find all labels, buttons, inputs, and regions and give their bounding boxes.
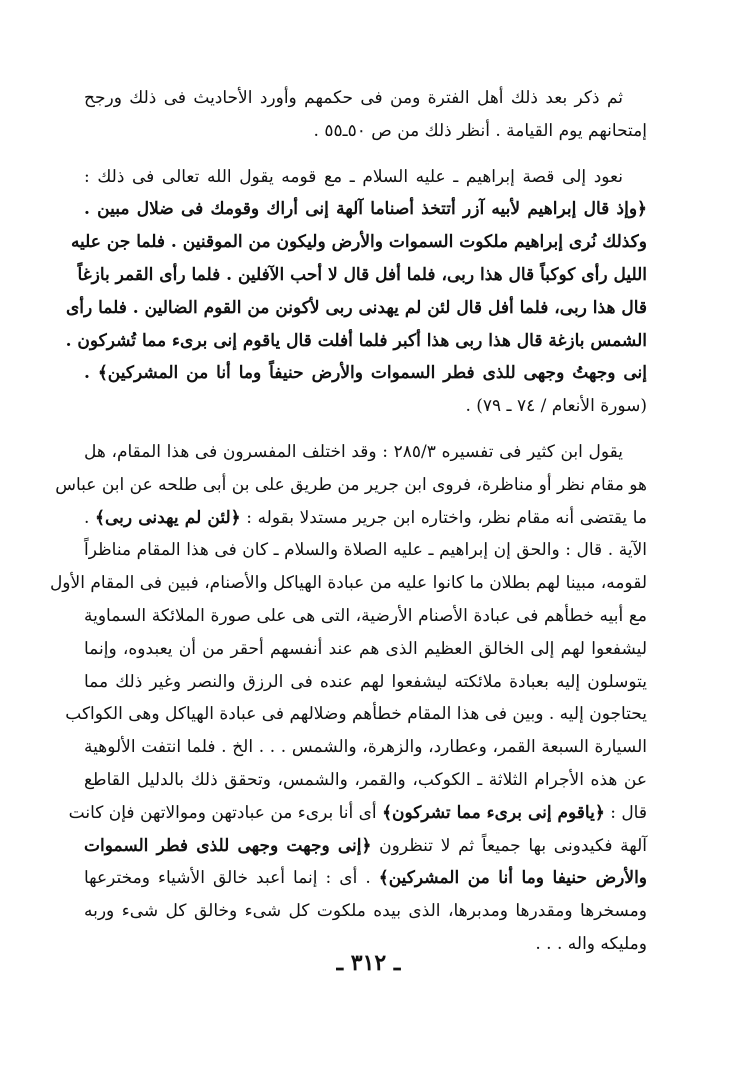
paragraph-gap xyxy=(84,148,647,161)
text-run: (سورة الأنعام / ٧٤ ـ ٧٩) . xyxy=(465,396,647,417)
text-run: ما يقتضى أنه مقام نظر، واختاره ابن جرير مستدلا بقوله : xyxy=(240,507,647,528)
text-run: عن هذه الأجرام الثلاثة ـ الكوكب، والقمر، والشمس، وتحقق ذلك بالدليل القاطع xyxy=(84,769,647,790)
paragraph-gap xyxy=(84,423,647,436)
text-run: . xyxy=(84,507,96,528)
text-line xyxy=(84,862,647,895)
text-line xyxy=(49,567,647,600)
text-line xyxy=(84,193,647,226)
text-line xyxy=(84,600,647,633)
quran-quote: قال هذا ربى، فلما أفل قال لئن لم يهدنى ربى لأكونن من القوم الضالين . فلما رأى xyxy=(65,297,647,318)
text-run: لقومه، مبينا لهم بطلان ما كانوا عليه من عبادة الهياكل والأصنام، فبين فى المقام الأول xyxy=(49,573,647,594)
text-column xyxy=(49,82,648,961)
text-run: ومسخرها ومقدرها ومدبرها، الذى بيده ملكوت كل شىء وخالق كل شىء وربه xyxy=(84,901,647,922)
text-line xyxy=(84,633,647,666)
quran-quote: والأرض حنيفا وما أنا من المشركين﴾ xyxy=(378,868,648,889)
text-line xyxy=(84,666,647,699)
text-line xyxy=(65,698,647,731)
text-line xyxy=(84,357,647,390)
quran-quote: ﴿إنى وجهت وجهى للذى فطر السموات xyxy=(84,835,372,856)
text-run: قال : xyxy=(604,802,647,823)
text-line xyxy=(65,292,647,325)
text-run: ليشفعوا لهم إلى الخالق العظيم الذى هم عند أنفسهم أحقر من أن يعبدوه، وإنما xyxy=(84,638,647,659)
text-run: السيارة السبعة القمر، وعطارد، والزهرة، والشمس . . . الخ . فلما انتفت الألوهية xyxy=(84,737,647,758)
text-line xyxy=(84,731,647,764)
paragraph xyxy=(65,161,647,423)
quran-quote: ﴿لئن لم يهدنى ربى﴾ xyxy=(95,507,241,528)
text-run: يقول ابن كثير فى تفسيره ٢٨٥/٣ : وقد اختلف المفسرون فى هذا المقام، هل xyxy=(84,441,623,462)
text-run: يحتاجون إليه . وبين فى هذا المقام خطأهم وضلالهم فى عبادة الهياكل وهى الكواكب xyxy=(65,704,647,725)
text-run: ومليكه واله . . . xyxy=(535,933,647,954)
page-number: ـ ٣١٢ ـ xyxy=(336,950,401,976)
text-line xyxy=(84,895,647,928)
text-run: ثم ذكر بعد ذلك أهل الفترة ومن فى حكمهم وأورد الأحاديث فى ذلك ورجح xyxy=(84,88,623,108)
page-body xyxy=(49,82,648,961)
paragraph xyxy=(84,82,647,148)
text-line xyxy=(84,115,647,148)
text-line xyxy=(77,259,647,292)
text-line xyxy=(84,830,647,863)
text-line xyxy=(70,226,647,259)
text-run: مع أبيه خطأهم فى عبادة الأصنام الأرضية، التى هى على صورة الملائكة السماوية xyxy=(84,605,647,626)
quran-quote: الليل رأى كوكباً قال هذا ربى، فلما أفل قال لا أحب الآفلين . فلما رأى القمر بازغاً xyxy=(77,264,647,285)
text-run: الآية . قال : والحق إن إبراهيم ـ عليه الصلاة والسلام ـ كان فى هذا المقام مناظراً xyxy=(84,540,647,561)
text-line xyxy=(68,797,647,830)
text-line xyxy=(84,502,647,535)
text-run: هو مقام نظر أو مناظرة، فروى ابن جرير من طريق على بن أبى طلحه عن ابن عباس xyxy=(55,474,647,495)
text-line xyxy=(55,469,647,502)
quran-quote: ﴿وإذ قال إبراهيم لأبيه آزر أتتخذ أصناما آلهة إنى أراك وقومك فى ضلال مبين . xyxy=(84,199,647,220)
text-line xyxy=(84,161,647,194)
paragraph xyxy=(49,436,648,961)
quran-quote: الشمس بازغة قال هذا ربى هذا أكبر فلما أفلت قال ياقوم إنى برىء مما تُشركون . xyxy=(65,330,647,351)
quran-quote: ﴿ياقوم إنى برىء مما تشركون﴾ xyxy=(382,802,605,823)
text-line xyxy=(84,82,647,115)
text-line xyxy=(84,436,647,469)
text-line xyxy=(84,390,647,423)
text-run: . أى : إنما أعبد خالق الأشياء ومخترعها xyxy=(84,868,379,889)
text-line xyxy=(84,764,647,797)
quran-quote: وكذلك نُرى إبراهيم ملكوت السموات والأرض وليكون من الموقنين . فلما جن عليه xyxy=(70,232,647,253)
text-run: آلهة فكيدونى بها جميعاً ثم لا تنظرون xyxy=(371,835,647,856)
text-run: نعود إلى قصة إبراهيم ـ عليه السلام ـ مع قومه يقول الله تعالى فى ذلك : xyxy=(84,166,623,187)
text-run: يتوسلون إليه بعبادة ملائكته ليشفعوا لهم عنده فى الرزق والنصر وغير ذلك مما xyxy=(84,671,647,692)
quran-quote: إنى وجهتُ وجهى للذى فطر السموات والأرض حنيفاً وما أنا من المشركين﴾ . xyxy=(84,363,647,384)
text-line xyxy=(65,325,647,358)
text-run: إمتحانهم يوم القيامة . أنظر ذلك من ص ٥٠ـ٥٥ . xyxy=(313,120,647,141)
text-line xyxy=(84,534,647,567)
text-run: أى أنا برىء من عبادتهن وموالاتهن فإن كانت xyxy=(68,802,383,823)
